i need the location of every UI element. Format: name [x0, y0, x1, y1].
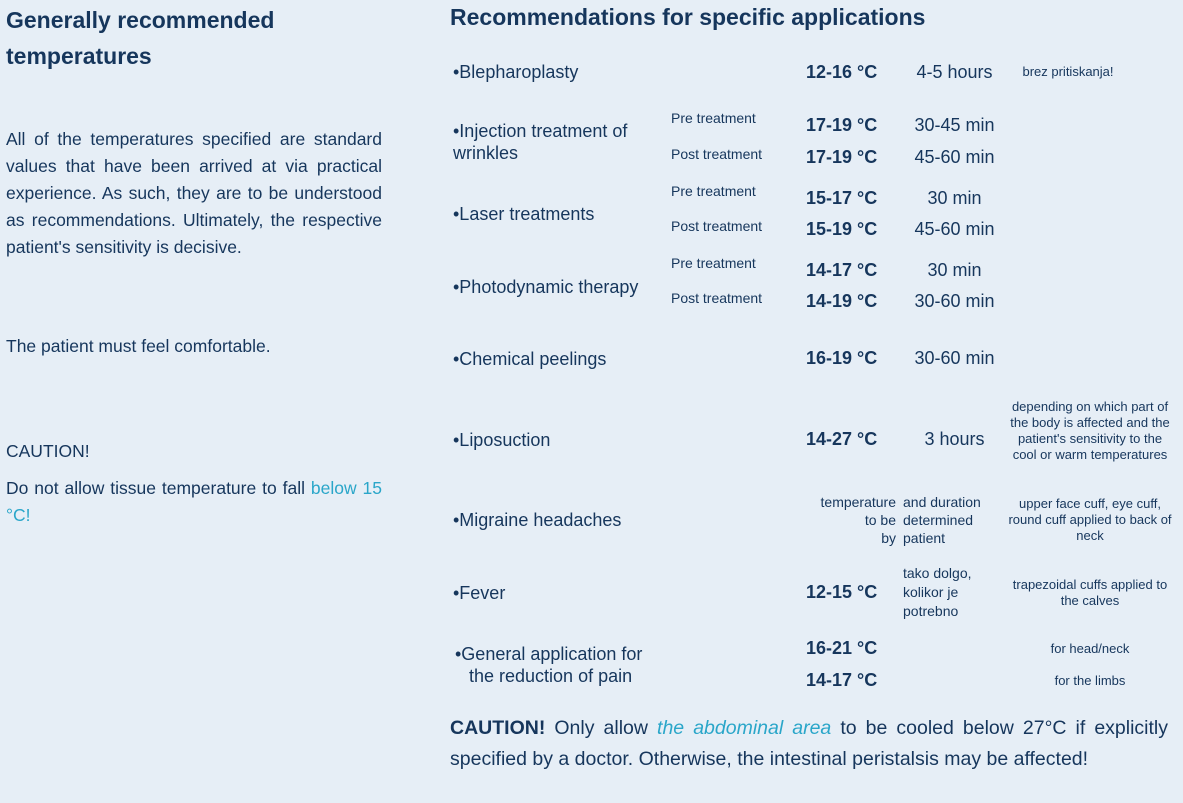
- left-heading: Generally recommended temperatures: [6, 7, 275, 69]
- caution-abdominal-highlight: the abdominal area: [657, 717, 832, 739]
- dur-chemical-peelings: 30-60 min: [914, 348, 995, 368]
- dur-fever-line2: kolikor je: [903, 584, 959, 600]
- right-heading: Recommendations for specific applications: [450, 4, 926, 30]
- caution-label-right: CAUTION!: [450, 717, 546, 739]
- pre-injection: Pre treatment: [671, 110, 756, 126]
- dur-migraine-line1: and duration: [903, 494, 981, 510]
- dur-pre-injection: 30-45 min: [914, 115, 995, 135]
- temp-chemical-peelings: 16-19 °C: [806, 348, 878, 368]
- temp-post-injection: 17-19 °C: [806, 147, 878, 167]
- note-blepharoplasty: brez pritiskanja!: [1022, 64, 1114, 79]
- app-blepharoplasty: •Blepharoplasty: [453, 62, 579, 82]
- caution-highlight: below 15 °C!: [6, 478, 382, 525]
- app-liposuction: •Liposuction: [453, 430, 551, 450]
- dur-pre-photodynamic: 30 min: [927, 260, 982, 280]
- temp-limbs: 14-17 °C: [806, 670, 878, 690]
- app-migraine: •Migraine headaches: [453, 510, 622, 530]
- temp-migraine-line1: temperature: [820, 494, 896, 510]
- temp-pre-injection: 17-19 °C: [806, 115, 878, 135]
- app-general-pain-line1: •General application for: [455, 644, 643, 664]
- caution-post: to be cooled below 27°C if explicitly specified by a doctor. Otherwise, the intestinal peristalsis may be affected!: [450, 717, 1169, 770]
- post-photodynamic: Post treatment: [671, 290, 763, 306]
- dur-fever-line1: tako dolgo,: [903, 565, 972, 581]
- comfort-text: The patient must feel comfortable.: [6, 336, 271, 356]
- caution-text-left: [6, 475, 382, 529]
- caution-label-left: CAUTION!: [6, 441, 90, 461]
- pre-laser: Pre treatment: [671, 183, 756, 199]
- duration-blepharoplasty: 4-5 hours: [916, 62, 993, 82]
- app-photodynamic: •Photodynamic therapy: [453, 277, 639, 297]
- dur-post-injection: 45-60 min: [914, 147, 995, 167]
- app-general-pain-line2: the reduction of pain: [469, 666, 633, 686]
- app-laser: •Laser treatments: [453, 204, 595, 224]
- dur-migraine-line2: determined: [903, 512, 974, 528]
- note-limbs: for the limbs: [1054, 673, 1126, 688]
- temp-fever: 12-15 °C: [806, 582, 878, 602]
- app-injection: •Injection treatment of wrinkles: [453, 121, 628, 163]
- temp-migraine: [806, 493, 896, 547]
- pre-photodynamic: Pre treatment: [671, 255, 756, 271]
- temp-migraine-line3: by: [881, 530, 896, 546]
- app-fever: •Fever: [453, 583, 506, 603]
- note-fever: trapezoidal cuffs applied to the calves: [1012, 577, 1168, 608]
- temp-post-laser: 15-19 °C: [806, 219, 878, 239]
- note-liposuction: depending on which part of the body is affected and the patient's sensitivity to the cool or warm temperatures: [1010, 399, 1170, 462]
- app-general-pain: [455, 643, 642, 687]
- temp-head-neck: 16-21 °C: [806, 638, 878, 658]
- caution-bottom: [450, 713, 1168, 775]
- intro-paragraph: All of the temperatures specified are standard values that have been arrived at via practical experience. As such, they are to be understood as recommendations. Ultimately, the respective patient's sensitivity is decisive.: [6, 129, 382, 257]
- dur-fever: [903, 564, 1003, 621]
- dur-fever-line3: potrebno: [903, 603, 959, 619]
- temp-post-photodynamic: 14-19 °C: [806, 291, 878, 311]
- dur-liposuction: 3 hours: [924, 429, 985, 449]
- dur-post-laser: 45-60 min: [914, 219, 995, 239]
- temp-pre-laser: 15-17 °C: [806, 188, 878, 208]
- post-laser: Post treatment: [671, 218, 763, 234]
- dur-pre-laser: 30 min: [927, 188, 982, 208]
- caution-pre: Only allow: [554, 717, 648, 739]
- post-injection: Post treatment: [671, 146, 763, 162]
- temp-liposuction: 14-27 °C: [806, 429, 878, 449]
- dur-post-photodynamic: 30-60 min: [914, 291, 995, 311]
- note-migraine: upper face cuff, eye cuff, round cuff applied to back of neck: [1008, 496, 1172, 543]
- dur-migraine: [903, 493, 1003, 547]
- temp-migraine-line2: to be: [864, 512, 896, 528]
- app-chemical-peelings: •Chemical peelings: [453, 349, 607, 369]
- caution-text: Do not allow tissue temperature to fall: [6, 478, 305, 498]
- left-column: [6, 0, 382, 74]
- temp-blepharoplasty: 12-16 °C: [806, 62, 878, 82]
- dur-migraine-line3: patient: [903, 530, 946, 546]
- temp-pre-photodynamic: 14-17 °C: [806, 260, 878, 280]
- note-head-neck: for head/neck: [1050, 641, 1130, 656]
